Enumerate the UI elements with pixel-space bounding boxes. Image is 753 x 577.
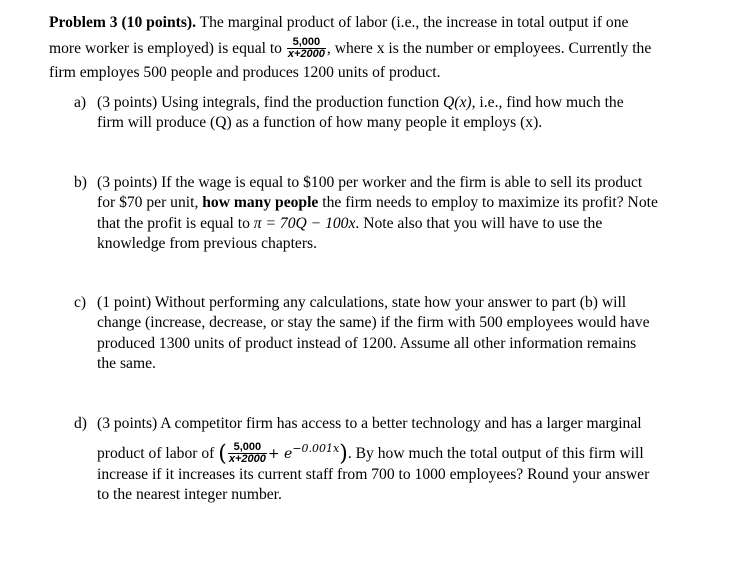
intro-line-1 [49, 13, 628, 33]
part-a-line-2 [97, 113, 542, 133]
part-b-text-2b: the firm needs to employ to maximize its profit? Note [318, 194, 658, 211]
part-d-label: d) [74, 415, 87, 432]
intro-text-2a: more worker is employed) is equal to [49, 40, 286, 58]
problem-title: Problem 3 (10 points). [49, 14, 196, 31]
open-paren: ( [218, 441, 227, 467]
part-c-text-1: (1 point) Without performing any calculations, state how your answer to part (b) will [97, 294, 627, 311]
part-b-text-2a: for $70 per unit, [97, 194, 203, 211]
part-d-text-1: (3 points) A competitor firm has access to a better technology and has a larger marginal [97, 415, 642, 432]
mpl2-numerator: 5,000 [228, 442, 267, 454]
intro-line-2 [49, 38, 651, 61]
part-c-text-2: change (increase, decrease, or stay the same) if the firm with 500 employees would have [97, 314, 650, 331]
part-c-text-4: the same. [97, 355, 156, 372]
part-c-line-1 [97, 293, 626, 313]
intro-line-3 [49, 63, 441, 83]
intro-text-2b: , where x is the number or employees. Currently the [326, 40, 652, 58]
profit-expr: π = 70Q − 100x [253, 215, 356, 232]
part-d-text-3: increase if it increases its current staff from 700 to 1000 employees? Round your answer [97, 466, 650, 483]
q-function-expr: Q(x) [443, 94, 472, 111]
part-a-text-2: firm will produce (Q) as a function of how many people it employs (x). [97, 114, 543, 131]
mpl-numerator: 5,000 [287, 37, 326, 49]
part-c-line-2 [97, 313, 650, 333]
mpl2-fraction [228, 442, 267, 465]
part-d-line-2 [97, 439, 644, 466]
part-c-label: c) [74, 294, 87, 311]
part-d-text-2a: product of labor of [97, 445, 219, 462]
part-d-line-1 [97, 414, 642, 434]
part-d-text-4: to the nearest integer number. [97, 486, 282, 503]
part-b-emphasis: how many people [202, 194, 319, 211]
part-c-line-3 [97, 334, 636, 354]
part-a-text-1a: (3 points) Using integrals, find the production function [97, 94, 444, 111]
part-b-line-4 [97, 234, 317, 254]
close-paren: ) [339, 441, 348, 467]
mpl-denominator: x+2000 [287, 48, 325, 60]
part-b-line-3 [97, 214, 602, 234]
intro-text-3: firm employes 500 people and produces 1200 units of product. [49, 64, 441, 81]
part-b-text-1: (3 points) If the wage is equal to $100 per worker and the firm is able to sell its product [97, 174, 643, 191]
part-c-text-3: produced 1300 units of product instead of 1200. Assume all other information remains [97, 335, 637, 352]
part-a-label: a) [74, 94, 87, 111]
part-d-line-3 [97, 465, 649, 485]
exp-exponent: −0.001x [292, 442, 340, 455]
intro-text-1: The marginal product of labor (i.e., the increase in total output if one [195, 14, 629, 31]
mpl2-denominator: x+2000 [228, 452, 266, 465]
mpl-fraction [287, 37, 326, 60]
part-a-line-1 [97, 93, 624, 113]
part-b-line-1 [97, 173, 642, 193]
part-b-label: b) [74, 174, 87, 191]
part-b-text-3a: that the profit is equal to [97, 215, 254, 232]
part-a-text-1b: , i.e., find how much the [471, 94, 624, 111]
part-b-line-2 [97, 193, 658, 213]
part-d-line-4 [97, 485, 282, 505]
part-d-text-2b: . By how much the total output of this firm will [347, 445, 644, 462]
exp-base: + e [267, 446, 293, 462]
part-b-text-4: knowledge from previous chapters. [97, 235, 317, 252]
part-b-text-3b: . Note also that you will have to use the [355, 215, 603, 232]
part-c-line-4 [97, 354, 156, 374]
